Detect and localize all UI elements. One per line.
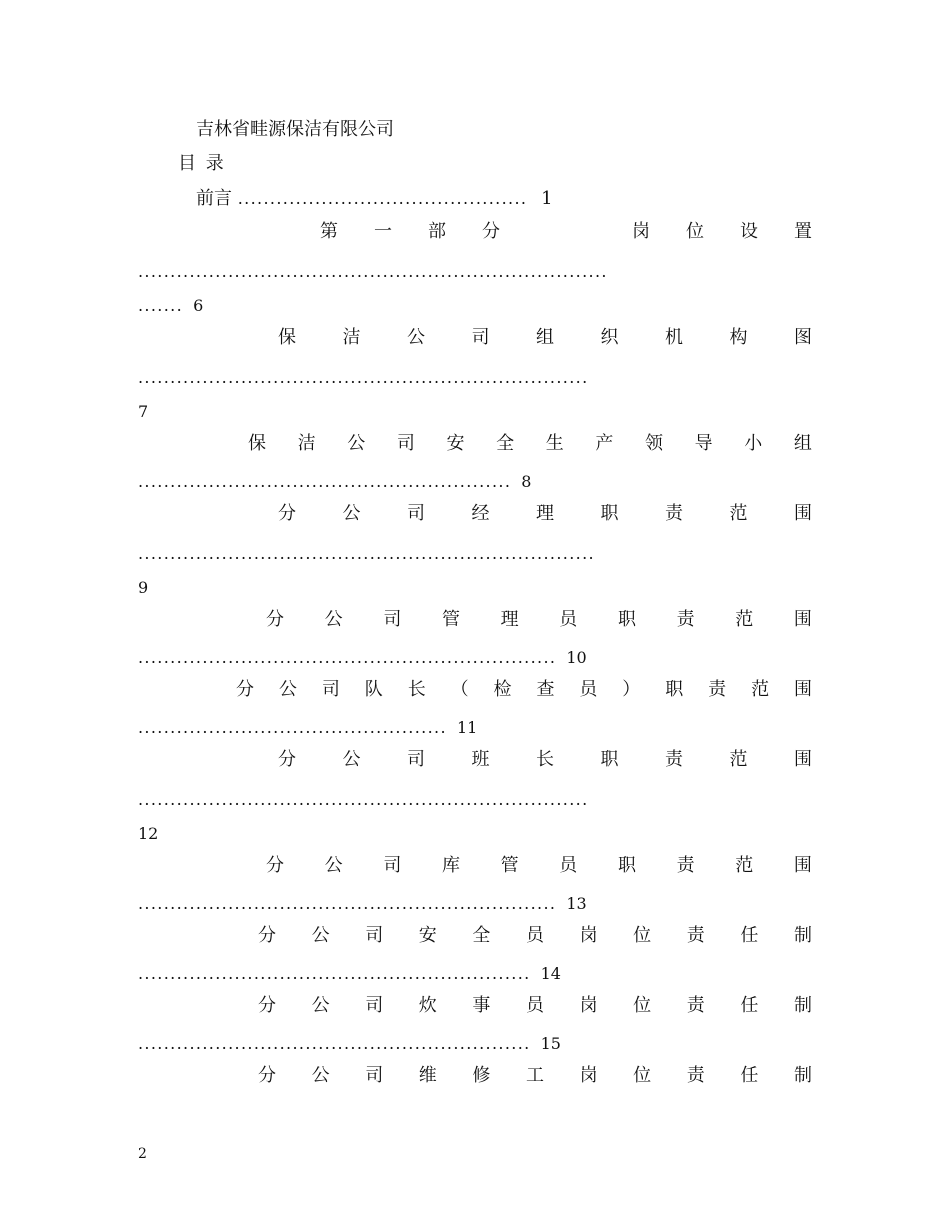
toc-entry-title: 分 公 司 安 全 员 岗 位 责 任 制 (258, 925, 812, 946)
toc-entry-leader: .......................................................... 8 (138, 472, 532, 491)
toc-entry-title: 分 公 司 炊 事 员 岗 位 责 任 制 (258, 995, 812, 1016)
toc-entry-page: 14 (540, 964, 561, 983)
toc-char: 置 (794, 221, 812, 242)
toc-entry-page-line: ....... 6 (138, 296, 204, 315)
toc-entry-page: 15 (540, 1034, 561, 1053)
toc-char: 设 (740, 221, 758, 242)
toc-char: 位 (686, 221, 704, 242)
toc-entry-title: 分 公 司 库 管 员 职 责 范 围 (266, 855, 812, 876)
toc-entry-title: 分 公 司 班 长 职 责 范 围 (278, 749, 812, 770)
toc-leader-dots: ....................................................................... (138, 544, 595, 563)
toc-entry-title: 分 公 司 经 理 职 责 范 围 (278, 503, 812, 524)
toc-char: 岗 (632, 221, 650, 242)
toc-entry-page: 7 (138, 402, 149, 421)
toc-char: 一 (374, 221, 392, 242)
toc-entry-page: 6 (193, 296, 204, 315)
footer-page-number: 2 (138, 1146, 147, 1162)
toc-leader-dots: ...................................................................... (138, 790, 589, 809)
toc-char: 第 (320, 221, 338, 242)
toc-entry-title: 分 公 司 维 修 工 岗 位 责 任 制 (258, 1065, 812, 1086)
toc-entry-leader: ................................................ 11 (138, 718, 478, 737)
company-name: 吉林省畦源保洁有限公司 (196, 119, 394, 140)
toc-entry-page: 9 (138, 578, 149, 597)
toc-leader-dots: ...................................................................... (138, 368, 589, 387)
toc-entry-title: 分 公 司 队 长 （ 检 查 员 ） 职 责 范 围 (236, 679, 812, 700)
toc-entry-page: 12 (138, 824, 159, 843)
toc-entry-page: 10 (566, 648, 587, 667)
toc-preface-title: 前言 (196, 188, 232, 209)
toc-entry-page: 8 (521, 472, 532, 491)
toc-entry-leader: ............................................................. 14 (138, 964, 561, 983)
toc-heading: 目 录 (178, 153, 226, 174)
toc-leader-dots: ............................................. (237, 189, 528, 208)
toc-char: 部 (428, 221, 446, 242)
toc-gap (536, 220, 596, 244)
toc-entry-title: 保 洁 公 司 组 织 机 构 图 (278, 327, 812, 348)
toc-preface-page: 1 (541, 188, 553, 209)
toc-entry-leader: ................................................................. 10 (138, 648, 587, 667)
toc-entry-page: 13 (566, 894, 587, 913)
toc-entry-page: 11 (456, 718, 478, 737)
toc-entry-title (320, 220, 812, 244)
toc-entry-title: 分 公 司 管 理 员 职 责 范 围 (266, 609, 812, 630)
toc-entry-title: 保 洁 公 司 安 全 生 产 领 导 小 组 (248, 433, 812, 454)
toc-entry-leader: ................................................................. 13 (138, 894, 587, 913)
toc-leader-dots: ......................................................................... (138, 262, 608, 281)
toc-preface (196, 187, 756, 211)
toc-char: 分 (482, 221, 500, 242)
toc-entry-leader: ............................................................. 15 (138, 1034, 561, 1053)
